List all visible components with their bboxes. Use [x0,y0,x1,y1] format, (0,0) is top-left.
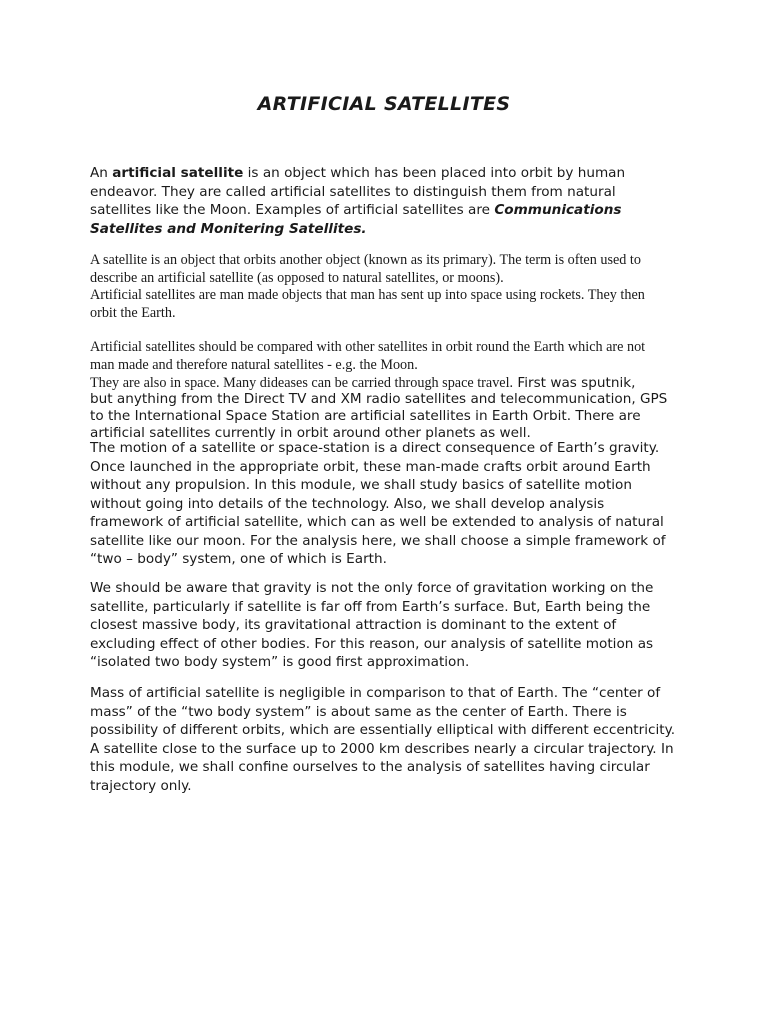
intro-text: is an object which has been placed into orbit by human [243,165,626,181]
text-line: “isolated two body system” is good first approximation. [90,654,470,670]
text-line: trajectory only. [90,777,192,794]
intro-line-4: Satellites and Monitering Satellites. [90,220,367,237]
text-line: The motion of a satellite or space-station is a direct consequence of Earth’s gravity. [90,440,660,456]
text-line: A satellite close to the surface up to 2000 km describes nearly a circular trajectory. In [90,740,674,757]
text-line: satellite, particularly if satellite is far off from Earth’s surface. But, Earth being the [90,598,651,615]
emphasis-text: Communications [494,202,622,218]
text-line: closest massive body, its gravitational attraction is dominant to the extent of [90,617,617,633]
intro-line-3 [90,201,680,220]
intro-text: satellites like the Moon. Examples of artificial satellites are [90,202,495,218]
bold-term: artificial satellite [112,165,244,181]
gravity-paragraph [90,579,680,672]
definition-paragraph [90,252,680,322]
serif-text: They are also in space. Many dideases can be carried through space travel. [90,375,514,391]
text-line: “two – body” system, one of which is Earth. [90,551,387,567]
intro-line-1 [90,164,680,183]
text-line: Artificial satellites should be compared with other satellites in orbit round the Earth which are not [90,339,646,355]
intro-line-2: endeavor. They are called artificial satellites to distinguish them from natural [90,183,616,200]
motion-paragraph [90,439,680,569]
text-line: this module, we shall confine ourselves to the analysis of satellites having circular [90,759,650,775]
text-line: A satellite is an object that orbits another object (known as its primary). The term is often used to [90,252,641,268]
text-line: possibility of different orbits, which are essentially elliptical with different eccentricity. [90,722,676,738]
text-line: mass” of the “two body system” is about same as the center of Earth. There is [90,703,627,720]
text-line: without going into details of the technology. Also, we shall develop analysis [90,495,605,512]
sans-text: First was sputnik, [513,375,636,391]
intro-paragraph [90,164,680,238]
text-line: framework of artificial satellite, which can as well be extended to analysis of natural [90,514,664,530]
text-line: excluding effect of other bodies. For this reason, our analysis of satellite motion as [90,635,654,652]
text-line: orbit the Earth. [90,304,176,321]
text-line: Once launched in the appropriate orbit, these man-made crafts orbit around Earth [90,458,651,475]
mixed-font-line [90,374,680,392]
comparison-paragraph [90,339,680,374]
text-line: artificial satellites currently in orbit around other planets as well. [90,425,531,441]
text-line: We should be aware that gravity is not the only force of gravitation working on the [90,580,654,596]
text-line: but anything from the Direct TV and XM radio satellites and telecommunication, GPS [90,391,668,407]
document-title: ARTIFICIAL SATELLITES [257,93,511,115]
examples-paragraph [90,391,680,442]
mass-paragraph [90,684,680,795]
space-travel-paragraph [90,374,680,392]
text-line: man made and therefore natural satellites - e.g. the Moon. [90,356,418,373]
text-line: describe an artificial satellite (as opposed to natural satellites, or moons). [90,269,504,286]
text-line: Artificial satellites are man made objects that man has sent up into space using rockets. They then [90,287,645,304]
text-line: without any propulsion. In this module, we shall study basics of satellite motion [90,477,632,493]
text-line: to the International Space Station are artificial satellites in Earth Orbit. There are [90,408,641,424]
intro-text: An [90,165,113,181]
text-line: Mass of artificial satellite is negligible in comparison to that of Earth. The “center of [90,685,661,701]
text-line: satellite like our moon. For the analysis here, we shall choose a simple framework of [90,532,666,549]
